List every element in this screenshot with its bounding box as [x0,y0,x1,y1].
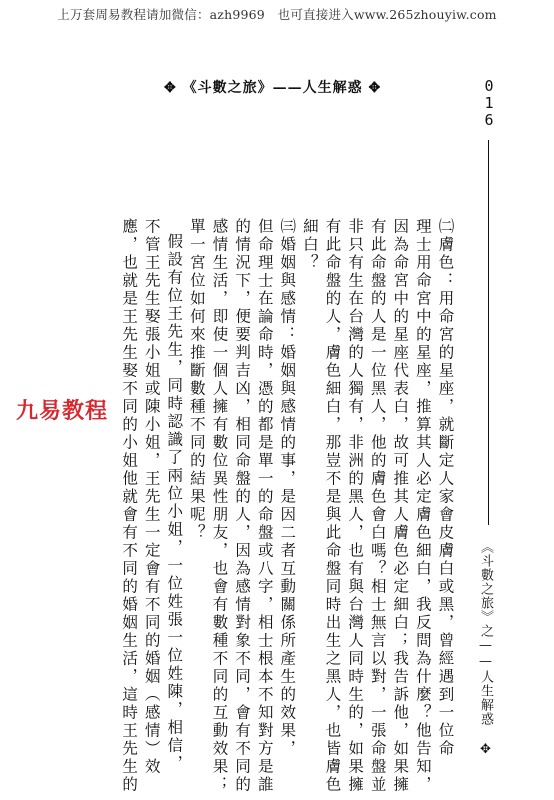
text-column: 但命理士在論命時，憑的都是單一的命盤或八字，相士根本不知對方是誰 [255,218,274,794]
text-column: 感情生活，即使一個人擁有數位異性朋友，也會有數種不同的互動效果； [210,218,229,794]
header-title: 《斗數之旅》——人生解惑 [182,80,363,96]
margin-rule [488,140,489,525]
ornament-right-icon: ✥ [368,80,382,96]
text-column: 細白？ [300,218,319,272]
text-column: 理士用命宮中的星座，推算其人必定膚色細白，我反問為什麼？他告知， [413,218,432,794]
text-column: 因為命宮中的星座代表白，故可推其人膚色必定細白；我告訴他，如果擁 [391,218,410,794]
text-column: 不管王先生娶張小姐或陳小姐，王先生一定會有不同的婚姻（感情）效 [142,218,161,776]
page-number-digit: 6 [484,111,494,129]
text-column: 有此命盤的人，膚色細白，那豈不是與此命盤同時出生之黑人，也皆膚色 [323,218,342,794]
page-number-digit: 0 [484,77,494,95]
text-column: 應，也就是王先生娶不同的小姐他就會有不同的婚姻生活，這時王先生的 [120,218,139,794]
ornament-left-icon: ✥ [164,80,177,96]
text-column: 假設有位王先生，同時認識了兩位小姐，一位姓張一位姓陳，相信， [165,233,184,773]
text-column: ㈢婚姻與感情：婚姻與感情的事，是因二者互動關係所產生的效果， [278,218,297,758]
text-column: 單一宮位如何來推斷數種不同的結果呢？ [187,218,206,542]
text-column: 非只有生在台灣的人獨有，非洲的黑人，也有與台灣人同時生的，如果擁 [346,218,365,794]
text-column: 的情況下，便要判吉凶，相同命盤的人，因為感情對象不同，會有不同的 [233,218,252,794]
page-number [482,78,496,129]
page-header [164,77,381,97]
side-title-text: 《斗數之旅》之——人生解惑 [478,540,493,726]
side-running-title [478,540,492,758]
promo-banner: 上万套周易教程请加微信：azh9969 也可直接进入www.265zhouyiw.com [57,7,497,22]
text-column: 有此命盤的人是一位黑人，他的膚色會白嗎？相士無言以對，一張命盤並 [368,218,387,794]
ornament-icon: ✥ [478,742,493,758]
watermark-logo: 九易教程 [16,399,109,424]
text-column: ㈡膚色：用命宮的星座，就斷定人家會皮膚白或黑，曾經遇到一位命 [436,218,455,758]
page-number-digit: 1 [484,94,494,112]
